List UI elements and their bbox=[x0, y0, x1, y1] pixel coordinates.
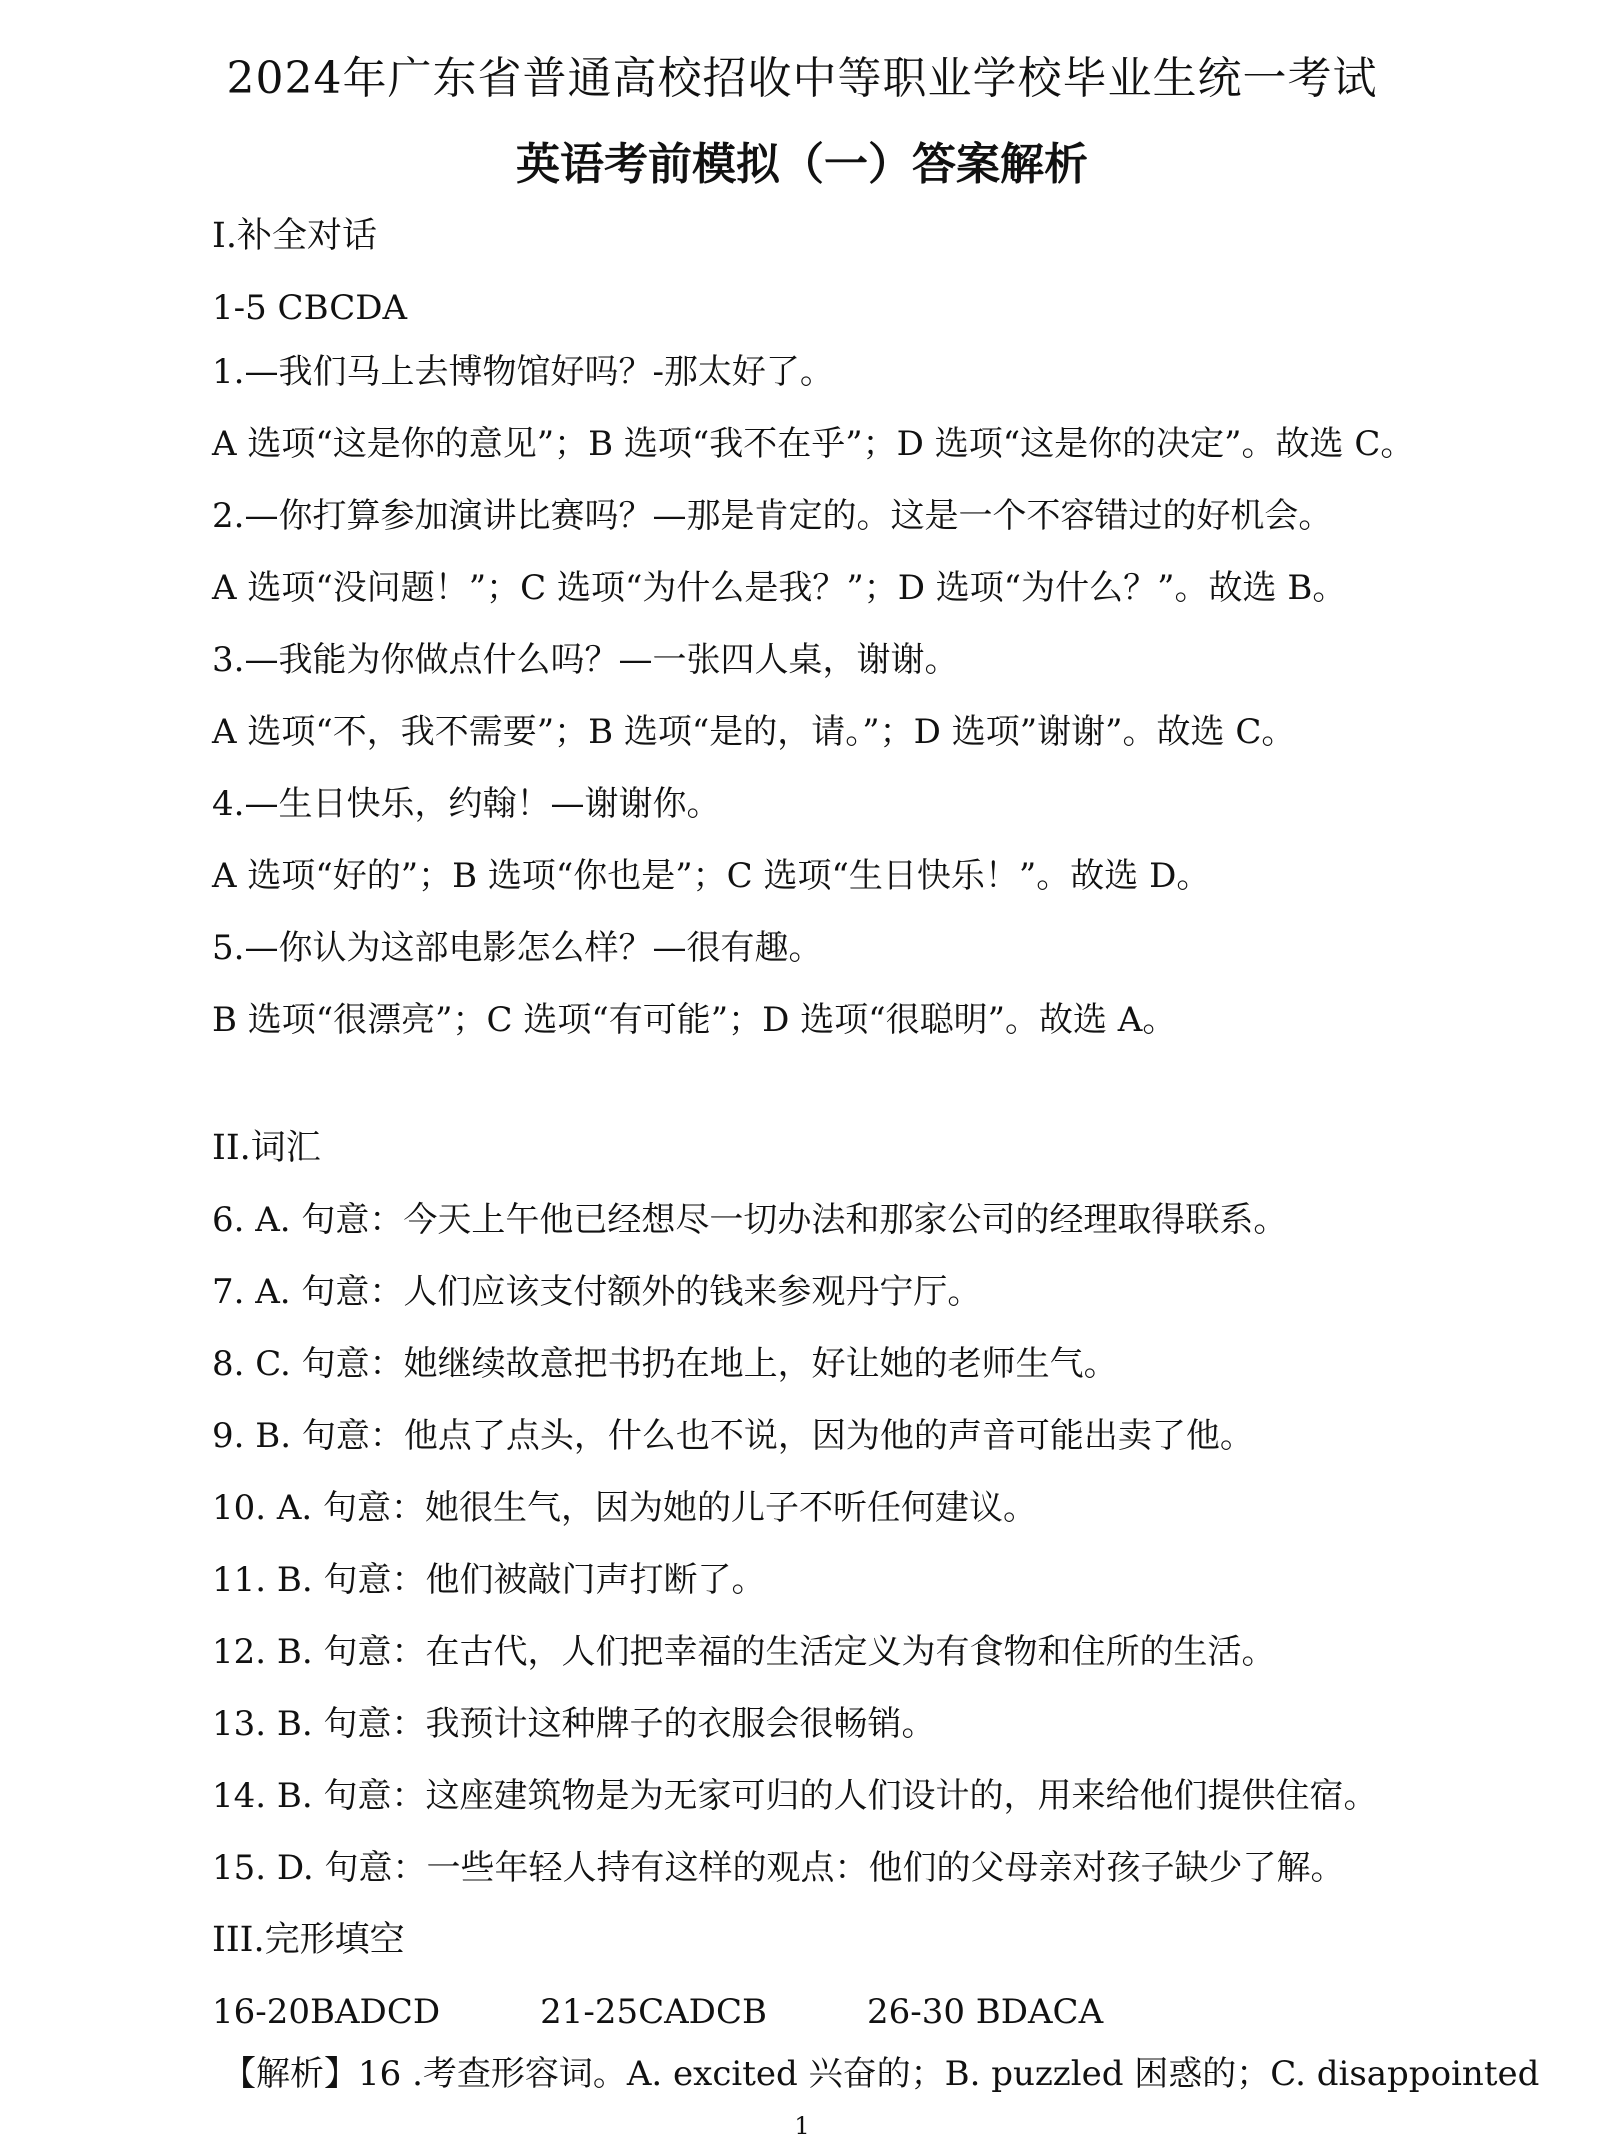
cloze-answers-21-25: 21-25CADCB bbox=[540, 1992, 767, 2032]
cloze-answers-16-20: 16-20BADCD bbox=[212, 1992, 441, 2032]
question-2: 2.—你打算参加演讲比赛吗？—那是肯定的。这是一个不容错过的好机会。 bbox=[212, 496, 1333, 536]
vocab-item-14: 14. B. 句意：这座建筑物是为无家可归的人们设计的，用来给他们提供住宿。 bbox=[212, 1776, 1378, 1816]
cloze-answer-row bbox=[212, 1990, 1103, 2034]
explanation-4: A 选项“好的”；B 选项“你也是”；C 选项“生日快乐！”。故选 D。 bbox=[212, 856, 1211, 896]
explanation-5: B 选项“很漂亮”；C 选项“有可能”；D 选项“很聪明”。故选 A。 bbox=[212, 1000, 1177, 1040]
question-4: 4.—生日快乐，约翰！—谢谢你。 bbox=[212, 784, 721, 824]
vocab-item-15: 15. D. 句意：一些年轻人持有这样的观点：他们的父母亲对孩子缺少了解。 bbox=[212, 1848, 1345, 1888]
vocab-item-12: 12. B. 句意：在古代，人们把幸福的生活定义为有食物和住所的生活。 bbox=[212, 1632, 1276, 1672]
vocab-item-10: 10. A. 句意：她很生气，因为她的儿子不听任何建议。 bbox=[212, 1488, 1038, 1528]
vocab-item-13: 13. B. 句意：我预计这种牌子的衣服会很畅销。 bbox=[212, 1704, 936, 1744]
vocab-item-9: 9. B. 句意：他点了点头，什么也不说，因为他的声音可能出卖了他。 bbox=[212, 1416, 1254, 1456]
vocab-item-11: 11. B. 句意：他们被敲门声打断了。 bbox=[212, 1560, 766, 1600]
question-3: 3.—我能为你做点什么吗？—一张四人桌，谢谢。 bbox=[212, 640, 959, 680]
page-number: 1 bbox=[794, 2112, 810, 2140]
vocab-item-7: 7. A. 句意：人们应该支付额外的钱来参观丹宁厅。 bbox=[212, 1272, 982, 1312]
explanation-1: A 选项“这是你的意见”；B 选项“我不在乎”；D 选项“这是你的决定”。故选 C。 bbox=[212, 424, 1415, 464]
explanation-2: A 选项“没问题！”；C 选项“为什么是我？”；D 选项“为什么？”。故选 B。 bbox=[212, 568, 1347, 608]
answer-key-1-5: 1-5 CBCDA bbox=[212, 288, 408, 328]
section-heading-vocabulary: II.词汇 bbox=[212, 1128, 321, 1168]
section-heading-cloze: III.完形填空 bbox=[212, 1920, 405, 1960]
document-subtitle: 英语考前模拟（一）答案解析 bbox=[516, 139, 1088, 190]
document-title: 2024年广东省普通高校招收中等职业学校毕业生统一考试 bbox=[226, 53, 1378, 104]
vocab-item-8: 8. C. 句意：她继续故意把书扔在地上，好让她的老师生气。 bbox=[212, 1344, 1118, 1384]
explanation-3: A 选项“不，我不需要”；B 选项“是的，请。”；D 选项”谢谢”。故选 C。 bbox=[212, 712, 1296, 752]
vocab-item-6: 6. A. 句意：今天上午他已经想尽一切办法和那家公司的经理取得联系。 bbox=[212, 1200, 1288, 1240]
cloze-answers-26-30: 26-30 BDACA bbox=[866, 1992, 1104, 2032]
section-heading-dialogue: I.补全对话 bbox=[212, 216, 377, 256]
cloze-analysis: 【解析】16 .考查形容词。A. excited 兴奋的；B. puzzled 困惑的；C. disappointed bbox=[222, 2054, 1540, 2094]
question-5: 5.—你认为这部电影怎么样？—很有趣。 bbox=[212, 928, 823, 968]
question-1: 1.—我们马上去博物馆好吗？-那太好了。 bbox=[212, 352, 834, 392]
